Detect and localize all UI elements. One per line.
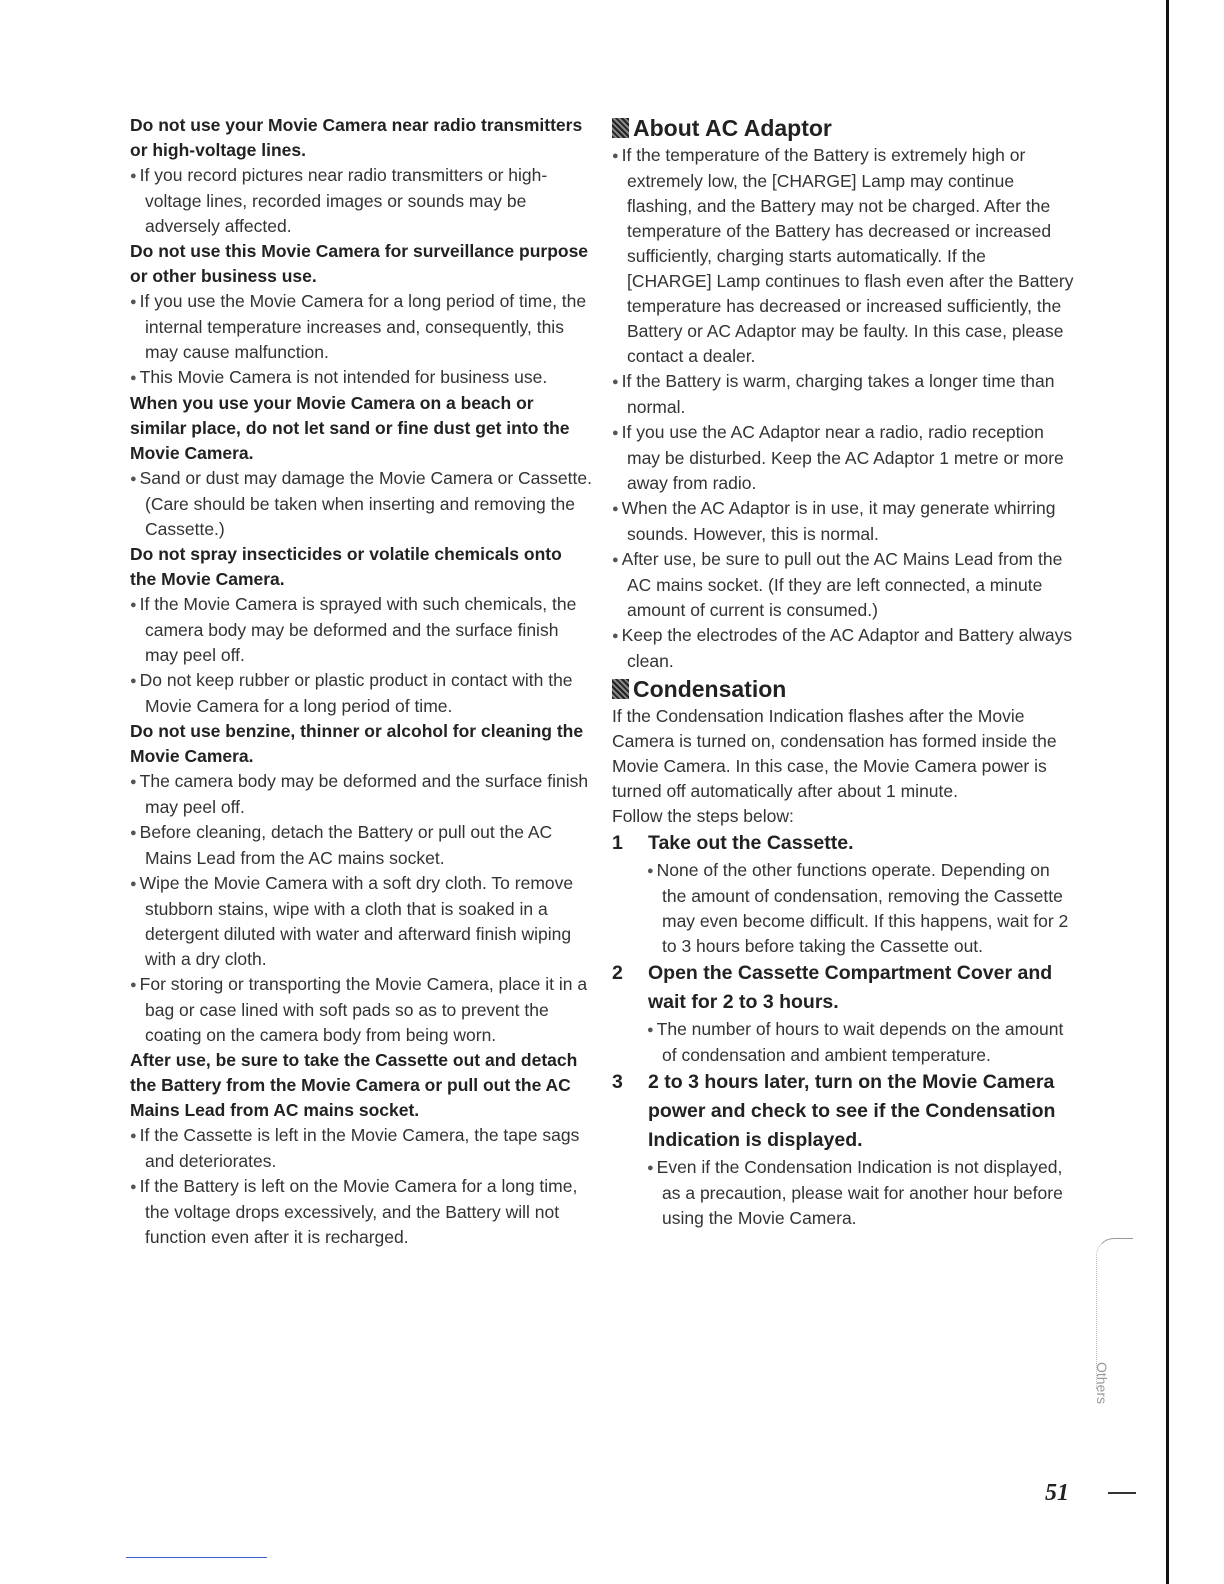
bullet-item: ● Before cleaning, detach the Battery or pull out the AC Mains Lead from the AC mains socket. bbox=[130, 820, 592, 871]
warning-heading: Do not use this Movie Camera for surveillance purpose or other business use. bbox=[130, 241, 589, 286]
condensation-heading bbox=[612, 674, 1074, 704]
bullet-item: ● This Movie Camera is not intended for business use. bbox=[130, 365, 592, 391]
step-title: Open the Cassette Compartment Cover and wait for 2 to 3 hours. bbox=[648, 962, 1053, 1013]
page-number: 51 bbox=[1045, 1480, 1069, 1506]
bullet-item: ● If the temperature of the Battery is extremely high or extremely low, the [CHARGE] Lamp may continue flashing, and the Battery may not be charged. After the temperature of the Battery has decreased or increased sufficiently, charging starts automatically. If the [CHARGE] Lamp continues to flash even after the Battery temperature has decreased or increased sufficiently, the Battery or AC Adaptor may be faulty. In this case, please contact a dealer. bbox=[612, 143, 1074, 369]
step-1 bbox=[612, 829, 1074, 959]
condensation-intro: If the Condensation Indication flashes after the Movie Camera is turned on, condensation has formed inside the Movie Camera. In this case, the Movie Camera power is turned off automatically after about 1 minute. bbox=[612, 706, 1057, 801]
step-number: 1 bbox=[612, 832, 623, 854]
footer-line bbox=[126, 1557, 267, 1558]
bullet-item: ● Wipe the Movie Camera with a soft dry cloth. To remove stubborn stains, wipe with a cloth that is soaked in a detergent diluted with water and afterward finish wiping with a dry cloth. bbox=[130, 871, 592, 972]
warning-heading: Do not use benzine, thinner or alcohol for cleaning the Movie Camera. bbox=[130, 721, 584, 766]
left-column bbox=[130, 113, 592, 1250]
bullet-item: ● If you use the Movie Camera for a long period of time, the internal temperature increases and, consequently, this may cause malfunction. bbox=[130, 289, 592, 365]
page-dash bbox=[1108, 1492, 1136, 1494]
step-2 bbox=[612, 959, 1074, 1068]
warning-heading: Do not use your Movie Camera near radio transmitters or high-voltage lines. bbox=[130, 115, 583, 160]
right-column bbox=[612, 113, 1074, 1231]
bullet-item: ● If the Battery is warm, charging takes a longer time than normal. bbox=[612, 369, 1074, 420]
warning-heading: When you use your Movie Camera on a beach or similar place, do not let sand or fine dust get into the Movie Camera. bbox=[130, 393, 570, 463]
bullet-item: ● If the Cassette is left in the Movie Camera, the tape sags and deteriorates. bbox=[130, 1123, 592, 1174]
step-number: 2 bbox=[612, 962, 623, 984]
condensation-follow: Follow the steps below: bbox=[612, 806, 794, 826]
bullet-item: ● If the Battery is left on the Movie Camera for a long time, the voltage drops excessively, and the Battery will not function even after it is recharged. bbox=[130, 1174, 592, 1250]
bullet-item: ● When the AC Adaptor is in use, it may generate whirring sounds. However, this is normal. bbox=[612, 496, 1074, 547]
bullet-item: ● Keep the electrodes of the AC Adaptor and Battery always clean. bbox=[612, 623, 1074, 674]
ac-adaptor-title: About AC Adaptor bbox=[633, 115, 832, 141]
bullet-item: ● For storing or transporting the Movie Camera, place it in a bag or case lined with soft pads so as to prevent the coating on the camera body from being worn. bbox=[130, 972, 592, 1048]
bullet-item: ● After use, be sure to pull out the AC Mains Lead from the AC mains socket. (If they are left connected, a minute amount of current is consumed.) bbox=[612, 547, 1074, 623]
bullet-item: ● Sand or dust may damage the Movie Camera or Cassette. (Care should be taken when inserting and removing the Cassette.) bbox=[130, 466, 592, 542]
bullet-item: ● Even if the Condensation Indication is not displayed, as a precaution, please wait for another hour before using the Movie Camera. bbox=[648, 1155, 1074, 1231]
bullet-item: ● Do not keep rubber or plastic product in contact with the Movie Camera for a long period of time. bbox=[130, 668, 592, 719]
page-edge-rule bbox=[1166, 0, 1169, 1584]
step-number: 3 bbox=[612, 1071, 623, 1093]
section-square-icon bbox=[612, 679, 629, 699]
bullet-item: ● If the Movie Camera is sprayed with such chemicals, the camera body may be deformed and the surface finish may peel off. bbox=[130, 592, 592, 668]
step-title: Take out the Cassette. bbox=[648, 832, 854, 854]
condensation-title: Condensation bbox=[633, 676, 787, 702]
warning-heading: Do not spray insecticides or volatile chemicals onto the Movie Camera. bbox=[130, 544, 562, 589]
bullet-item: ● If you record pictures near radio transmitters or high-voltage lines, recorded images or sounds may be adversely affected. bbox=[130, 163, 592, 239]
step-title: 2 to 3 hours later, turn on the Movie Camera power and check to see if the Condensation Indication is displayed. bbox=[648, 1071, 1056, 1151]
ac-adaptor-heading bbox=[612, 113, 1074, 143]
section-square-icon bbox=[612, 118, 629, 138]
step-3 bbox=[612, 1068, 1074, 1231]
bullet-item: ● None of the other functions operate. Depending on the amount of condensation, removing the Cassette may even become difficult. If this happens, wait for 2 to 3 hours before taking the Cassette out. bbox=[648, 858, 1074, 959]
side-tab-label: Others bbox=[1094, 1362, 1110, 1405]
bullet-item: ● The camera body may be deformed and the surface finish may peel off. bbox=[130, 769, 592, 820]
warning-heading: After use, be sure to take the Cassette out and detach the Battery from the Movie Camera or pull out the AC Mains Lead from AC mains socket. bbox=[130, 1050, 578, 1120]
bullet-item: ● If you use the AC Adaptor near a radio, radio reception may be disturbed. Keep the AC Adaptor 1 metre or more away from radio. bbox=[612, 420, 1074, 496]
bullet-item: ● The number of hours to wait depends on the amount of condensation and ambient temperature. bbox=[648, 1017, 1074, 1068]
